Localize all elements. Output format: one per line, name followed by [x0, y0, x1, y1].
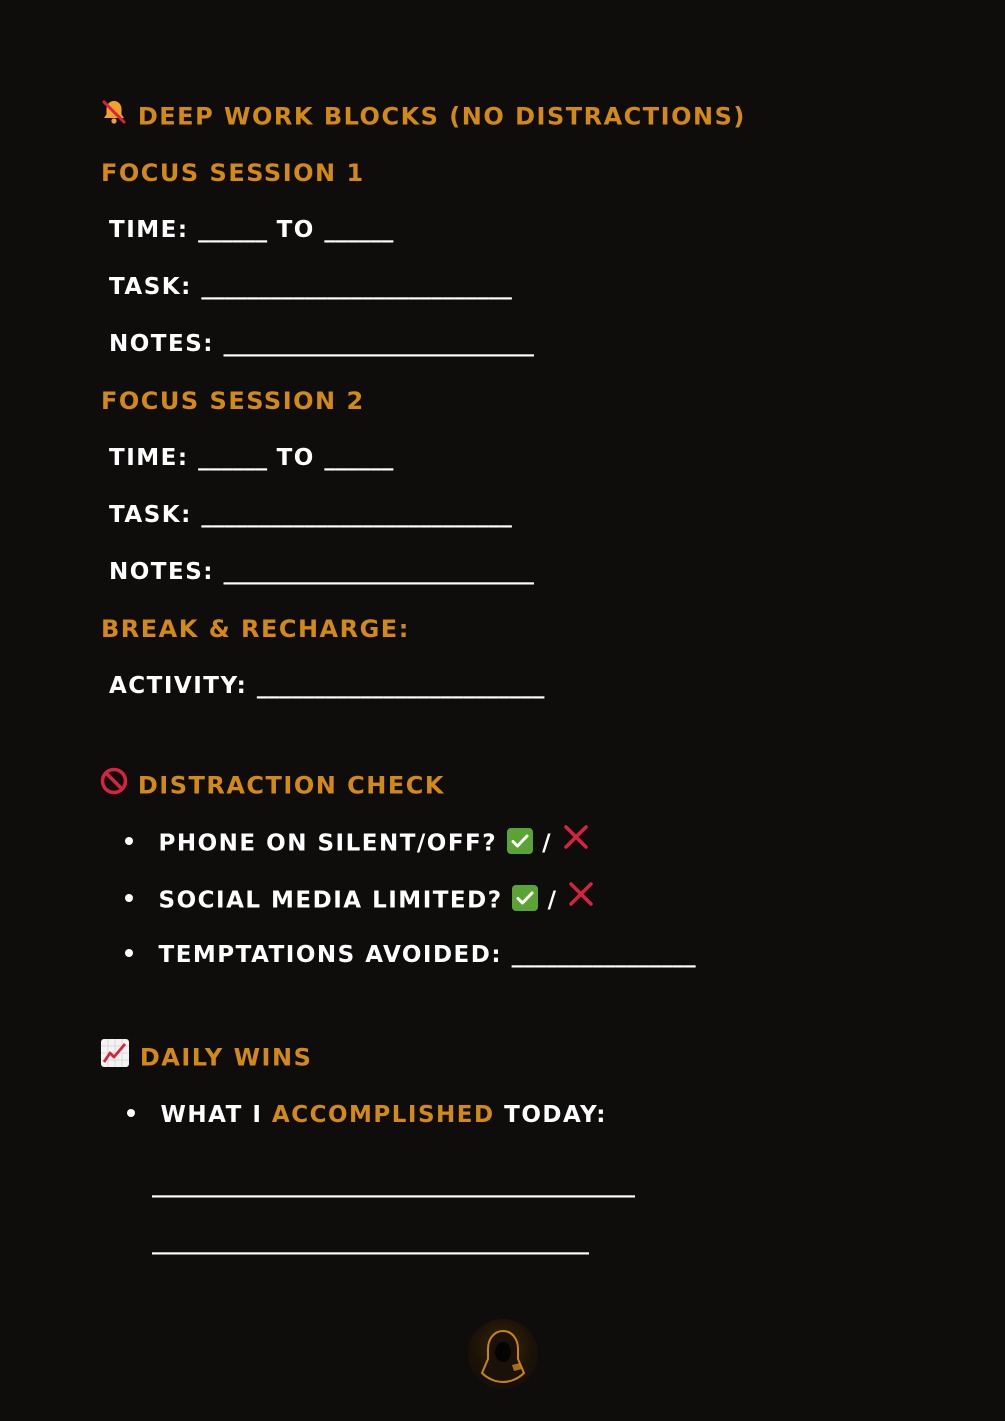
- focus-session-1-title: FOCUS SESSION 1: [101, 159, 365, 187]
- notes-field[interactable]: ___________________________: [223, 331, 534, 357]
- bullet: [125, 949, 133, 957]
- focus-session-2-title: FOCUS SESSION 2: [101, 387, 365, 415]
- notes-label: NOTES:: [109, 559, 214, 585]
- session-1-notes-row: [109, 329, 534, 359]
- accomplished-field-1[interactable]: __________________________________________: [152, 1172, 635, 1198]
- cross-mark-icon[interactable]: [562, 823, 590, 859]
- task-label: TASK:: [109, 274, 192, 300]
- temptations-label: TEMPTATIONS AVOIDED:: [158, 942, 503, 968]
- task-label: TASK:: [109, 502, 192, 528]
- session-1-task-row: [109, 272, 512, 302]
- separator: /: [547, 887, 558, 914]
- deep-work-heading: [100, 100, 746, 135]
- bullet: [127, 1109, 135, 1117]
- time-start-field[interactable]: ______: [198, 445, 268, 471]
- check-mark-button-icon[interactable]: [507, 828, 533, 854]
- time-to-label: TO: [276, 217, 315, 243]
- time-start-field[interactable]: ______: [198, 217, 268, 243]
- prompt-text-end: TODAY:: [504, 1102, 607, 1128]
- session-2-time-row: [109, 443, 393, 473]
- time-to-label: TO: [276, 445, 315, 471]
- hooded-figure-logo: [468, 1319, 538, 1389]
- cross-mark-icon[interactable]: [567, 880, 595, 916]
- session-2-notes-row: [109, 557, 534, 587]
- social-media-label: SOCIAL MEDIA LIMITED?: [158, 887, 503, 914]
- session-1-time-row: [109, 215, 393, 245]
- bell-slash-icon: [100, 98, 128, 133]
- prompt-text: WHAT I: [160, 1102, 263, 1128]
- list-item: [125, 940, 696, 970]
- break-recharge-title: BREAK & RECHARGE:: [101, 615, 410, 643]
- notes-field[interactable]: ___________________________: [223, 559, 534, 585]
- time-label: TIME:: [109, 445, 189, 471]
- list-item: [125, 826, 590, 862]
- bullet: [125, 837, 133, 845]
- distraction-check-title: DISTRACTION CHECK: [137, 771, 445, 800]
- deep-work-title: DEEP WORK BLOCKS (NO DISTRACTIONS): [137, 102, 746, 131]
- task-field[interactable]: ___________________________: [201, 502, 512, 528]
- phone-silent-label: PHONE ON SILENT/OFF?: [158, 830, 498, 857]
- temptations-field[interactable]: ________________: [511, 942, 696, 968]
- accomplished-field-2[interactable]: ______________________________________: [152, 1229, 589, 1255]
- notes-label: NOTES:: [109, 331, 214, 357]
- daily-wins-heading: [100, 1040, 312, 1077]
- bullet: [125, 894, 133, 902]
- daily-wins-title: DAILY WINS: [139, 1043, 313, 1072]
- separator: /: [542, 830, 553, 857]
- chart-increasing-icon: [100, 1038, 130, 1075]
- activity-row: [109, 671, 544, 701]
- distraction-check-heading: [100, 769, 445, 804]
- prompt-highlight: ACCOMPLISHED: [271, 1102, 495, 1128]
- activity-field[interactable]: _________________________: [256, 673, 545, 699]
- time-end-field[interactable]: ______: [324, 445, 394, 471]
- task-field[interactable]: ___________________________: [201, 274, 512, 300]
- check-mark-button-icon[interactable]: [512, 885, 538, 911]
- list-item: [127, 1100, 607, 1130]
- prohibited-icon: [100, 767, 128, 802]
- session-2-task-row: [109, 500, 512, 530]
- time-end-field[interactable]: ______: [324, 217, 394, 243]
- activity-label: ACTIVITY:: [109, 673, 248, 699]
- time-label: TIME:: [109, 217, 189, 243]
- list-item: [125, 883, 595, 919]
